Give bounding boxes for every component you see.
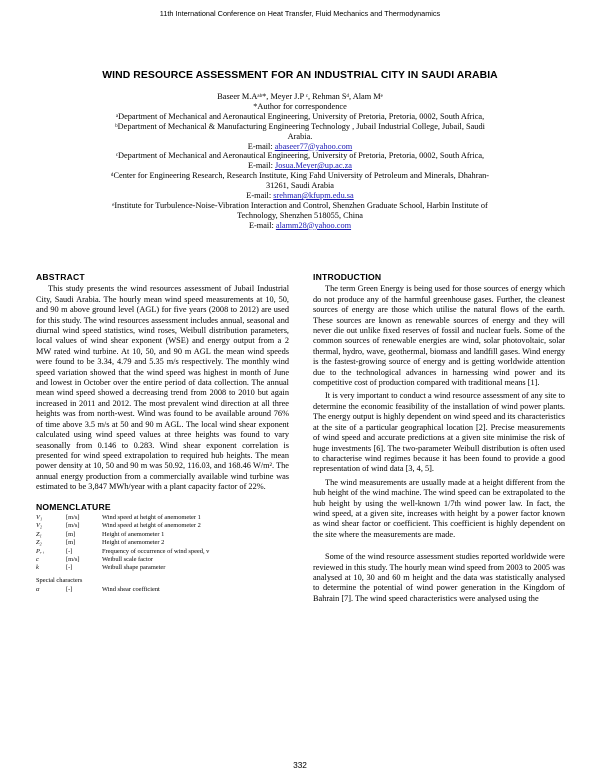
abstract-text: This study presents the wind resources assessment of Jubail Industrial City, Saudi Arabia. The hourly mean wind speed measurements at 10, 50, and 90 m above ground level (AGL) for five years (2008 to 2012) are used for this study. The wind resources assessment includes annual, seasonal and diurnal wind speed statistics, wind roses, Weibull distribution parameters, local values of wind shear exponent (WSE) and energy output from a 2 MW rated wind turbine. At 10, 50, and 90 m AGL the mean wind speeds were found to be 3.34, 4.79 and 5.35 m/s respectively. The monthly wind speed variation showed that the wind speed was highest in month of June and lowest in October over the entire period of data collection. The annual mean wind speed showed a decreasing trend from 2008 to 2010 but again increased in 2011 and 2012. The most prevalent wind direction at all three heights was from north-west. Wind was found to be available around 76% of time above 3.5 m/s at 50 and 90 m AGL. The local wind shear exponent calculated using wind speed values at three heights was found to vary seasonally from 0.146 to 0.283. Wind shear exponent correlation is presented for wind speed extrapolation to required hub heights. The mean power density at 10, 50 and 90 m was 50.92, 116.03, and 168.46 W/m². The annual energy production from a commercially available wind turbine was estimated to be 3,847 MWh/year with a plant capacity factor of 22%. bbox=[36, 284, 289, 492]
nom-symbol: Pᵥ ᵢ bbox=[36, 547, 45, 555]
nomenclature-heading: NOMENCLATURE bbox=[36, 501, 111, 512]
conference-header: 11th International Conference on Heat Transfer, Fluid Mechanics and Thermodynamics bbox=[159, 9, 441, 18]
nom-desc: Height of anemometer 1 bbox=[102, 530, 165, 538]
nom-unit: [-] bbox=[66, 564, 73, 572]
email-line-3 bbox=[60, 191, 540, 201]
email-label: E-mail: bbox=[248, 161, 275, 171]
nom-symbol: V₂ bbox=[36, 522, 43, 530]
nom-desc: Height of anemometer 2 bbox=[102, 539, 165, 547]
intro-paragraph-2: It is very important to conduct a wind resource assessment of any site to determine the economic feasibility of the installation of wind power plants. The energy output is highly dependent on wind speed and its characteristics at the site of a particular geographical location [2]. Precise measurements of wind speed and accurate predictions at a given site minimise the risk of huge investments [6]. The two-parameter Weibull distribution is often used to characterise wind regimes because it has been found to provide a good representation of wind data [3, 4, 5]. bbox=[313, 391, 565, 474]
affiliation-d-line1: ᵈCenter for Engineering Research, Research Institute, King Fahd University of Petroleum and Minerals, Dhahran- bbox=[110, 171, 490, 181]
email-link-1[interactable]: abaseer77@yahoo.com bbox=[274, 141, 353, 151]
nom-desc: Weibull scale factor bbox=[102, 555, 153, 563]
nom-unit: [m] bbox=[66, 530, 76, 538]
nom-desc: Wind speed at height of anemometer 2 bbox=[102, 522, 201, 530]
email-line-2 bbox=[60, 161, 540, 171]
email-label: E-mail: bbox=[248, 220, 276, 230]
nom-symbol: c bbox=[36, 555, 39, 563]
special-characters-heading: Special characters bbox=[36, 576, 83, 584]
nom-unit: [-] bbox=[66, 586, 73, 594]
affiliation-b-line2: Arabia. bbox=[287, 131, 313, 141]
nom-desc: Weibull shape parameter bbox=[102, 564, 166, 572]
nom-unit: [-] bbox=[66, 547, 73, 555]
table-row bbox=[36, 586, 160, 594]
nom-symbol: V₁ bbox=[36, 513, 43, 521]
nom-symbol: Z₁ bbox=[36, 530, 42, 538]
email-label: E-mail: bbox=[246, 191, 274, 201]
nom-symbol: α bbox=[36, 586, 40, 594]
email-link-2[interactable]: Josua.Meyer@up.ac.za bbox=[274, 161, 352, 171]
left-column bbox=[36, 272, 289, 595]
affiliation-c: ᶜDepartment of Mechanical and Aeronautical Engineering, University of Pretoria, Pretoria, 0002, South Africa, bbox=[115, 151, 485, 161]
nom-desc: Wind shear coefficient bbox=[102, 586, 160, 594]
affiliation-b-line1: ᵇDepartment of Mechanical & Manufacturing Engineering Technology , Jubail Industrial College, Jubail, Saudi bbox=[115, 121, 485, 131]
table-row bbox=[36, 522, 209, 530]
email-link-4[interactable]: alamm28@yahoo.com bbox=[275, 220, 352, 230]
page-number: 332 bbox=[293, 760, 307, 770]
nom-symbol: k bbox=[36, 564, 39, 572]
table-row bbox=[36, 531, 209, 539]
table-row bbox=[36, 556, 209, 564]
correspondence-note: *Author for correspondence bbox=[253, 101, 347, 111]
table-row bbox=[36, 514, 209, 522]
nomenclature-table bbox=[36, 514, 209, 573]
table-row bbox=[36, 564, 209, 572]
intro-paragraph-4: Some of the wind resource assessment studies reported worldwide were reviewed in this study. The hourly mean wind speed from 2003 to 2005 was analysed at 10, 30 and 60 m height and the data was statistically analysed to determine the potential of wind power generation in the Kingdom of Bahrain [7]. The wind speed characteristics were analysed using the bbox=[313, 552, 565, 603]
nom-unit: [m/s] bbox=[66, 555, 80, 563]
table-row bbox=[36, 539, 209, 547]
nom-unit: [m/s] bbox=[66, 522, 80, 530]
nom-unit: [m/s] bbox=[66, 513, 80, 521]
email-label: E-mail: bbox=[247, 141, 275, 151]
author-names: Baseer M.Aᵃᵇ*, Meyer J.P ᶜ, Rehman Sᵈ, Alam Mᵉ bbox=[217, 92, 383, 101]
paper-title: WIND RESOURCE ASSESSMENT FOR AN INDUSTRIAL CITY IN SAUDI ARABIA bbox=[102, 70, 498, 81]
intro-paragraph-3: The wind measurements are usually made at a height different from the hub height of the wind machine. The wind speed can be extrapolated to the hub height by using the well-known 1/7th wind power law. In fact, the wind speed, at a given site, increases with height by a power factor known as wind shear factor or coefficient. This coefficient is highly dependent on the site where the measurements are made. bbox=[313, 477, 565, 539]
nom-desc: Wind speed at height of anemometer 1 bbox=[102, 513, 201, 521]
email-line-1 bbox=[60, 142, 540, 152]
author-block bbox=[60, 92, 540, 231]
table-row bbox=[36, 548, 209, 556]
intro-paragraph-1: The term Green Energy is being used for those sources of energy which do not produce any of the harmful greenhouse gases. Further, the cleanest sources of energy are those which utilise the natural flows of the earth. These sources are known as renewable sources of energy and they will never die out unlike fixed reserves of fossil and nuclear fuels. Some of the common sources of renewable energies are wind, solar photovoltaic, solar thermal, hydro, wave, geothermal, biomass and landfill gases. Wind energy is the fastest-growing source of energy and is getting worldwide attention due to the technological advances in harnessing wind power and its competitive cost of production compared with traditional means [1]. bbox=[313, 284, 565, 388]
introduction-heading: INTRODUCTION bbox=[313, 272, 382, 282]
affiliation-d-line2: 31261, Saudi Arabia bbox=[266, 181, 334, 191]
affiliation-a: ᵃDepartment of Mechanical and Aeronautical Engineering, University of Pretoria, Pretoria, 0002, South Africa, bbox=[115, 111, 485, 121]
special-characters-table bbox=[36, 586, 160, 594]
affiliation-e-line1: ᵉInstitute for Turbulence-Noise-Vibration Interaction and Control, Shenzhen Graduate School, Harbin Institute of bbox=[112, 200, 488, 210]
nom-desc: Frequency of occurrence of wind speed, v bbox=[102, 547, 210, 555]
right-column bbox=[313, 272, 565, 604]
abstract-heading: ABSTRACT bbox=[36, 272, 85, 282]
nom-symbol: Z₂ bbox=[36, 539, 42, 547]
nom-unit: [m] bbox=[66, 539, 76, 547]
email-line-4 bbox=[60, 221, 540, 231]
affiliation-e-line2: Technology, Shenzhen 518055, China bbox=[237, 210, 363, 220]
email-link-3[interactable]: srehman@kfupm.edu.sa bbox=[273, 191, 354, 201]
